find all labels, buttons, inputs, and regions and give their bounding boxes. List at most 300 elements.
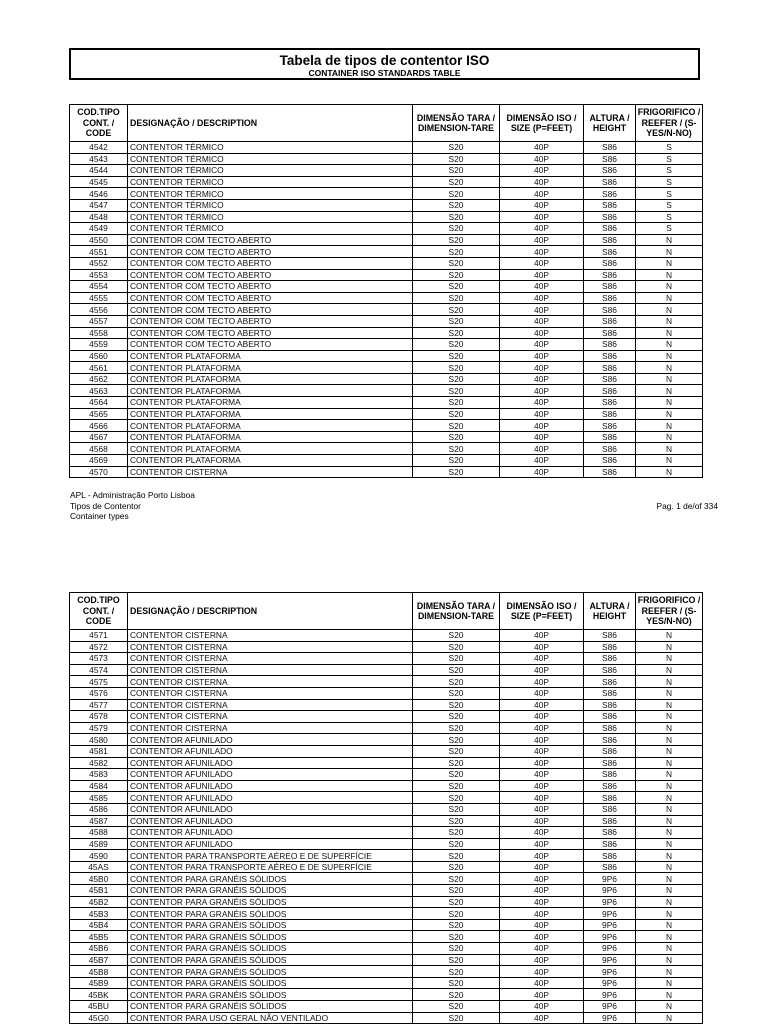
cell-tare: S20	[413, 919, 500, 931]
cell-reefer: N	[636, 443, 703, 455]
cell-description: CONTENTOR TÉRMICO	[128, 223, 413, 235]
cell-size: 40P	[500, 687, 584, 699]
cell-code: 4566	[70, 420, 128, 432]
cell-height: 9P6	[584, 908, 636, 920]
cell-tare: S20	[413, 362, 500, 374]
cell-reefer: N	[636, 466, 703, 478]
table-row	[70, 455, 703, 467]
table-row	[70, 466, 703, 478]
cell-height: S86	[584, 153, 636, 165]
cell-size: 40P	[500, 269, 584, 281]
cell-size: 40P	[500, 211, 584, 223]
table-row	[70, 420, 703, 432]
cell-reefer: N	[636, 780, 703, 792]
cell-reefer: N	[636, 246, 703, 258]
table-row	[70, 827, 703, 839]
cell-height: 9P6	[584, 919, 636, 931]
cell-size: 40P	[500, 838, 584, 850]
cell-height: S86	[584, 711, 636, 723]
cell-size: 40P	[500, 954, 584, 966]
table-row	[70, 977, 703, 989]
cell-reefer: N	[636, 327, 703, 339]
cell-size: 40P	[500, 792, 584, 804]
cell-height: S86	[584, 269, 636, 281]
cell-tare: S20	[413, 385, 500, 397]
cell-tare: S20	[413, 885, 500, 897]
cell-code: 4581	[70, 745, 128, 757]
cell-code: 4568	[70, 443, 128, 455]
cell-height: S86	[584, 315, 636, 327]
cell-description: CONTENTOR AFUNILADO	[128, 780, 413, 792]
cell-description: CONTENTOR PARA TRANSPORTE AÉREO E DE SUPERFÍCIE	[128, 850, 413, 862]
cell-tare: S20	[413, 292, 500, 304]
cell-tare: S20	[413, 989, 500, 1001]
cell-height: S86	[584, 653, 636, 665]
cell-height: S86	[584, 420, 636, 432]
cell-code: 4552	[70, 257, 128, 269]
cell-tare: S20	[413, 420, 500, 432]
cell-reefer: N	[636, 919, 703, 931]
table-row	[70, 757, 703, 769]
cell-height: S86	[584, 443, 636, 455]
col-reefer-header: FRIGORIFICO / REEFER / (S-YES/N-NO)	[636, 593, 703, 630]
cell-description: CONTENTOR CISTERNA	[128, 664, 413, 676]
cell-reefer: N	[636, 838, 703, 850]
table-row	[70, 246, 703, 258]
footer-doc-title-en: Container types	[70, 511, 129, 521]
cell-reefer: N	[636, 745, 703, 757]
cell-reefer: S	[636, 211, 703, 223]
cell-code: 45B0	[70, 873, 128, 885]
cell-tare: S20	[413, 769, 500, 781]
cell-code: 4565	[70, 408, 128, 420]
cell-size: 40P	[500, 977, 584, 989]
cell-reefer: N	[636, 1001, 703, 1013]
cell-code: 45BK	[70, 989, 128, 1001]
col-height-header: ALTURA / HEIGHT	[584, 105, 636, 142]
table-row	[70, 385, 703, 397]
cell-reefer: N	[636, 397, 703, 409]
cell-tare: S20	[413, 676, 500, 688]
cell-reefer: N	[636, 653, 703, 665]
cell-height: 9P6	[584, 954, 636, 966]
col-code-header: COD.TIPO CONT. / CODE	[70, 105, 128, 142]
cell-code: 4559	[70, 339, 128, 351]
cell-description: CONTENTOR PARA GRANÉIS SÓLIDOS	[128, 931, 413, 943]
cell-reefer: N	[636, 373, 703, 385]
cell-description: CONTENTOR AFUNILADO	[128, 745, 413, 757]
cell-size: 40P	[500, 385, 584, 397]
cell-reefer: N	[636, 315, 703, 327]
cell-tare: S20	[413, 1001, 500, 1013]
footer-doc-title: Tipos de Contentor	[70, 500, 141, 511]
cell-description: CONTENTOR CISTERNA	[128, 676, 413, 688]
cell-height: S86	[584, 466, 636, 478]
cell-tare: S20	[413, 165, 500, 177]
cell-code: 45B2	[70, 896, 128, 908]
cell-tare: S20	[413, 269, 500, 281]
cell-tare: S20	[413, 827, 500, 839]
cell-size: 40P	[500, 339, 584, 351]
cell-code: 45B6	[70, 943, 128, 955]
cell-size: 40P	[500, 850, 584, 862]
cell-code: 4583	[70, 769, 128, 781]
cell-size: 40P	[500, 257, 584, 269]
table-row	[70, 315, 703, 327]
table-row	[70, 896, 703, 908]
cell-size: 40P	[500, 966, 584, 978]
cell-height: S86	[584, 188, 636, 200]
cell-reefer: N	[636, 931, 703, 943]
table-row	[70, 919, 703, 931]
cell-reefer: N	[636, 292, 703, 304]
cell-reefer: N	[636, 769, 703, 781]
cell-reefer: N	[636, 281, 703, 293]
table-row	[70, 931, 703, 943]
cell-description: CONTENTOR TÉRMICO	[128, 176, 413, 188]
cell-size: 40P	[500, 246, 584, 258]
cell-height: 9P6	[584, 943, 636, 955]
cell-code: 4589	[70, 838, 128, 850]
cell-height: S86	[584, 165, 636, 177]
cell-code: 4582	[70, 757, 128, 769]
table-row	[70, 873, 703, 885]
cell-tare: S20	[413, 281, 500, 293]
table-row	[70, 966, 703, 978]
cell-reefer: S	[636, 188, 703, 200]
cell-reefer: N	[636, 257, 703, 269]
cell-height: S86	[584, 722, 636, 734]
cell-height: S86	[584, 339, 636, 351]
cell-height: S86	[584, 408, 636, 420]
cell-size: 40P	[500, 408, 584, 420]
cell-reefer: N	[636, 687, 703, 699]
cell-height: S86	[584, 281, 636, 293]
cell-description: CONTENTOR COM TECTO ABERTO	[128, 269, 413, 281]
cell-size: 40P	[500, 165, 584, 177]
cell-tare: S20	[413, 722, 500, 734]
cell-description: CONTENTOR PARA GRANÉIS SÓLIDOS	[128, 908, 413, 920]
table-row	[70, 653, 703, 665]
cell-size: 40P	[500, 142, 584, 154]
cell-reefer: N	[636, 269, 703, 281]
cell-height: S86	[584, 142, 636, 154]
table-row	[70, 838, 703, 850]
cell-code: 4586	[70, 803, 128, 815]
cell-reefer: N	[636, 966, 703, 978]
cell-height: S86	[584, 397, 636, 409]
table-row	[70, 954, 703, 966]
cell-size: 40P	[500, 676, 584, 688]
table-row	[70, 176, 703, 188]
cell-size: 40P	[500, 1001, 584, 1013]
table-row	[70, 641, 703, 653]
cell-code: 4544	[70, 165, 128, 177]
cell-size: 40P	[500, 699, 584, 711]
cell-reefer: N	[636, 699, 703, 711]
cell-height: S86	[584, 838, 636, 850]
cell-description: CONTENTOR AFUNILADO	[128, 803, 413, 815]
cell-height: S86	[584, 199, 636, 211]
table-row	[70, 780, 703, 792]
table-row	[70, 211, 703, 223]
cell-reefer: S	[636, 176, 703, 188]
cell-code: 4574	[70, 664, 128, 676]
cell-tare: S20	[413, 734, 500, 746]
cell-description: CONTENTOR TÉRMICO	[128, 153, 413, 165]
cell-code: 4571	[70, 630, 128, 642]
table-row	[70, 711, 703, 723]
cell-description: CONTENTOR PARA GRANÉIS SÓLIDOS	[128, 885, 413, 897]
table-row	[70, 1001, 703, 1013]
cell-reefer: N	[636, 385, 703, 397]
cell-height: S86	[584, 815, 636, 827]
cell-code: 4584	[70, 780, 128, 792]
cell-description: CONTENTOR TÉRMICO	[128, 199, 413, 211]
cell-size: 40P	[500, 653, 584, 665]
cell-code: 4561	[70, 362, 128, 374]
table-row	[70, 397, 703, 409]
cell-code: 4563	[70, 385, 128, 397]
cell-height: S86	[584, 827, 636, 839]
col-code-header: COD.TIPO CONT. / CODE	[70, 593, 128, 630]
cell-reefer: N	[636, 757, 703, 769]
cell-height: 9P6	[584, 885, 636, 897]
cell-description: CONTENTOR COM TECTO ABERTO	[128, 281, 413, 293]
cell-height: 9P6	[584, 989, 636, 1001]
cell-tare: S20	[413, 850, 500, 862]
cell-code: 4564	[70, 397, 128, 409]
cell-reefer: S	[636, 165, 703, 177]
table-row	[70, 350, 703, 362]
cell-code: 4585	[70, 792, 128, 804]
cell-description: CONTENTOR PARA GRANÉIS SÓLIDOS	[128, 966, 413, 978]
cell-reefer: N	[636, 455, 703, 467]
table-row	[70, 861, 703, 873]
cell-description: CONTENTOR TÉRMICO	[128, 165, 413, 177]
cell-description: CONTENTOR COM TECTO ABERTO	[128, 292, 413, 304]
col-tare-header: DIMENSÃO TARA / DIMENSION-TARE	[413, 593, 500, 630]
cell-tare: S20	[413, 711, 500, 723]
cell-height: S86	[584, 676, 636, 688]
cell-code: 4573	[70, 653, 128, 665]
cell-tare: S20	[413, 246, 500, 258]
cell-reefer: S	[636, 153, 703, 165]
cell-height: S86	[584, 699, 636, 711]
table-row	[70, 664, 703, 676]
cell-code: 4575	[70, 676, 128, 688]
cell-size: 40P	[500, 420, 584, 432]
cell-height: S86	[584, 780, 636, 792]
cell-description: CONTENTOR COM TECTO ABERTO	[128, 327, 413, 339]
cell-code: 4557	[70, 315, 128, 327]
table-row	[70, 281, 703, 293]
cell-size: 40P	[500, 292, 584, 304]
cell-size: 40P	[500, 861, 584, 873]
cell-size: 40P	[500, 1012, 584, 1024]
cell-size: 40P	[500, 769, 584, 781]
col-size-header: DIMENSÃO ISO / SIZE (P=FEET)	[500, 593, 584, 630]
container-table-1	[69, 104, 703, 478]
cell-size: 40P	[500, 780, 584, 792]
col-reefer-header: FRIGORIFICO / REEFER / (S-YES/N-NO)	[636, 105, 703, 142]
cell-code: 4567	[70, 431, 128, 443]
cell-reefer: N	[636, 989, 703, 1001]
col-height-header: ALTURA / HEIGHT	[584, 593, 636, 630]
cell-reefer: N	[636, 420, 703, 432]
cell-size: 40P	[500, 350, 584, 362]
cell-code: 45AS	[70, 861, 128, 873]
cell-tare: S20	[413, 142, 500, 154]
cell-size: 40P	[500, 153, 584, 165]
col-tare-header: DIMENSÃO TARA / DIMENSION-TARE	[413, 105, 500, 142]
cell-code: 4562	[70, 373, 128, 385]
cell-size: 40P	[500, 431, 584, 443]
cell-tare: S20	[413, 315, 500, 327]
cell-height: S86	[584, 757, 636, 769]
cell-size: 40P	[500, 199, 584, 211]
table-row	[70, 630, 703, 642]
cell-size: 40P	[500, 734, 584, 746]
cell-code: 4587	[70, 815, 128, 827]
cell-code: 45B8	[70, 966, 128, 978]
page-number: Pag. 1 de/of 334	[656, 501, 718, 511]
table-row	[70, 885, 703, 897]
cell-reefer: N	[636, 408, 703, 420]
table-row	[70, 431, 703, 443]
table-row	[70, 199, 703, 211]
cell-tare: S20	[413, 327, 500, 339]
cell-tare: S20	[413, 815, 500, 827]
cell-size: 40P	[500, 443, 584, 455]
cell-size: 40P	[500, 397, 584, 409]
cell-reefer: N	[636, 792, 703, 804]
col-description-header: DESIGNAÇÃO / DESCRIPTION	[128, 105, 413, 142]
cell-code: 4579	[70, 722, 128, 734]
cell-description: CONTENTOR PLATAFORMA	[128, 350, 413, 362]
table-row	[70, 676, 703, 688]
cell-size: 40P	[500, 188, 584, 200]
cell-size: 40P	[500, 373, 584, 385]
col-size-header: DIMENSÃO ISO / SIZE (P=FEET)	[500, 105, 584, 142]
table-row	[70, 269, 703, 281]
table-row	[70, 223, 703, 235]
cell-tare: S20	[413, 873, 500, 885]
table-row	[70, 850, 703, 862]
cell-reefer: N	[636, 885, 703, 897]
cell-size: 40P	[500, 885, 584, 897]
cell-code: 4578	[70, 711, 128, 723]
cell-reefer: N	[636, 803, 703, 815]
cell-reefer: N	[636, 908, 703, 920]
cell-code: 4556	[70, 304, 128, 316]
cell-size: 40P	[500, 630, 584, 642]
cell-reefer: N	[636, 815, 703, 827]
cell-code: 4545	[70, 176, 128, 188]
cell-height: S86	[584, 455, 636, 467]
cell-reefer: N	[636, 954, 703, 966]
cell-size: 40P	[500, 223, 584, 235]
cell-size: 40P	[500, 908, 584, 920]
cell-tare: S20	[413, 664, 500, 676]
cell-code: 4580	[70, 734, 128, 746]
cell-height: S86	[584, 431, 636, 443]
cell-tare: S20	[413, 234, 500, 246]
cell-code: 4570	[70, 466, 128, 478]
cell-size: 40P	[500, 641, 584, 653]
cell-size: 40P	[500, 455, 584, 467]
cell-reefer: N	[636, 641, 703, 653]
cell-code: 4550	[70, 234, 128, 246]
cell-tare: S20	[413, 339, 500, 351]
cell-reefer: N	[636, 896, 703, 908]
cell-tare: S20	[413, 199, 500, 211]
cell-height: S86	[584, 373, 636, 385]
cell-description: CONTENTOR PARA USO GERAL NÃO VENTILADO	[128, 1012, 413, 1024]
cell-code: 4542	[70, 142, 128, 154]
page-subtitle: CONTAINER ISO STANDARDS TABLE	[308, 68, 461, 78]
table-row	[70, 142, 703, 154]
cell-reefer: N	[636, 304, 703, 316]
cell-height: S86	[584, 861, 636, 873]
table-row	[70, 292, 703, 304]
cell-height: 9P6	[584, 873, 636, 885]
cell-height: S86	[584, 734, 636, 746]
page-title: Tabela de tipos de contentor ISO	[279, 53, 490, 68]
cell-height: 9P6	[584, 931, 636, 943]
cell-description: CONTENTOR COM TECTO ABERTO	[128, 246, 413, 258]
cell-size: 40P	[500, 943, 584, 955]
table-row	[70, 734, 703, 746]
cell-reefer: S	[636, 142, 703, 154]
cell-tare: S20	[413, 699, 500, 711]
cell-size: 40P	[500, 931, 584, 943]
cell-description: CONTENTOR AFUNILADO	[128, 757, 413, 769]
cell-description: CONTENTOR COM TECTO ABERTO	[128, 257, 413, 269]
cell-code: 45B4	[70, 919, 128, 931]
cell-code: 4543	[70, 153, 128, 165]
cell-size: 40P	[500, 803, 584, 815]
cell-description: CONTENTOR AFUNILADO	[128, 838, 413, 850]
cell-height: S86	[584, 792, 636, 804]
cell-size: 40P	[500, 664, 584, 676]
cell-description: CONTENTOR CISTERNA	[128, 711, 413, 723]
cell-tare: S20	[413, 792, 500, 804]
cell-description: CONTENTOR COM TECTO ABERTO	[128, 234, 413, 246]
cell-size: 40P	[500, 281, 584, 293]
table-row	[70, 908, 703, 920]
cell-reefer: N	[636, 630, 703, 642]
cell-description: CONTENTOR COM TECTO ABERTO	[128, 304, 413, 316]
table-row	[70, 362, 703, 374]
cell-code: 45G0	[70, 1012, 128, 1024]
cell-height: S86	[584, 246, 636, 258]
table-row	[70, 815, 703, 827]
cell-description: CONTENTOR CISTERNA	[128, 653, 413, 665]
table-row	[70, 373, 703, 385]
cell-code: 4546	[70, 188, 128, 200]
cell-height: 9P6	[584, 896, 636, 908]
cell-code: 4590	[70, 850, 128, 862]
cell-height: S86	[584, 850, 636, 862]
cell-height: S86	[584, 350, 636, 362]
cell-reefer: N	[636, 734, 703, 746]
cell-size: 40P	[500, 815, 584, 827]
cell-height: 9P6	[584, 1001, 636, 1013]
cell-tare: S20	[413, 176, 500, 188]
cell-code: 4549	[70, 223, 128, 235]
cell-code: 45BU	[70, 1001, 128, 1013]
